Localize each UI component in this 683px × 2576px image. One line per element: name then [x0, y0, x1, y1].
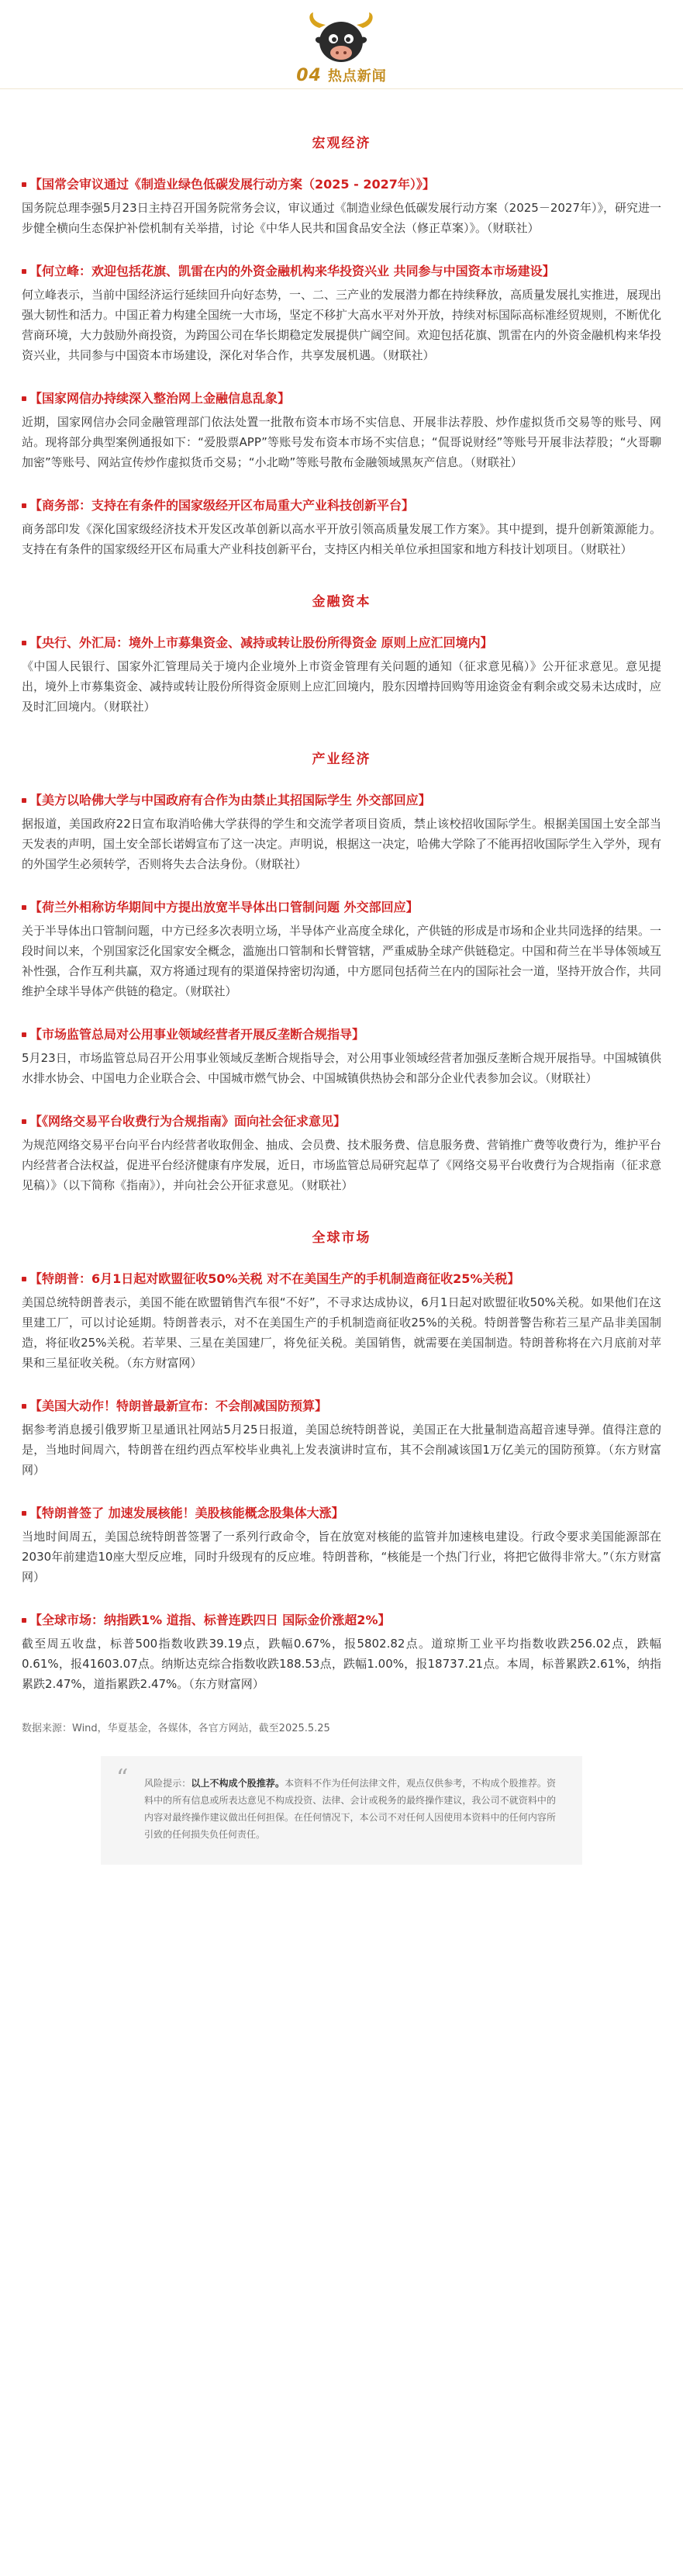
- news-title-text: 【全球市场：纳指跌1% 道指、标普连跌四日 国际金价涨超2%】: [29, 1613, 391, 1627]
- news-body: 近期，国家网信办会同金融管理部门依法处置一批散布资本市场不实信息、开展非法荐股、炒作虚拟货币交易等的账号、网站。现将部分典型案例通报如下：“爱股票APP”等账号发布资本市场不实信息；“侃哥说财经”等账号开展非法荐股；“火哥聊加密”等账号、网站宣传炒作虚拟货币交易；“小北呦”等账号散布金融领域黑灰产信息。（财联社）: [22, 415, 661, 469]
- bullet-icon: [22, 396, 26, 401]
- news-title: [22, 1610, 661, 1630]
- news-body: 何立峰表示，当前中国经济运行延续回升向好态势，一、二、三产业的发展潜力都在持续释放，高质量发展扎实推进，展现出强大韧性和活力。中国正着力构建全国统一大市场，坚定不移扩大高水平对外开放，持续对标国际高标准经贸规则，不断优化营商环境，大力鼓励外商投资，为跨国公司在华长期稳定发展提供广阔空间。欢迎包括花旗、凯雷在内的外资金融机构来华投资兴业，共同参与中国资本市场建设，深化对华合作，共享发展机遇。（财联社）: [22, 288, 662, 362]
- news-title: [22, 175, 661, 195]
- section-title-industry: 产业经济: [312, 752, 371, 767]
- news-title: [22, 1396, 661, 1416]
- news-title-text: 【市场监管总局对公用事业领域经营者开展反垄断合规指导】: [29, 1027, 365, 1042]
- bullet-icon: [22, 1404, 26, 1409]
- news-title: [22, 790, 661, 811]
- news-title-text: 【国常会审议通过《制造业绿色低碳发展行动方案（2025 - 2027年）》】: [29, 177, 435, 192]
- data-source-note: 数据来源：Wind，华夏基金，各媒体，各官方网站，截至2025.5.25: [22, 1723, 330, 1734]
- news-title-text: 【《网络交易平台收费行为合规指南》面向社会征求意见】: [29, 1114, 347, 1129]
- bull-mascot-icon: [302, 11, 380, 67]
- risk-bold-text: 以上不构成个股推荐。: [191, 1778, 285, 1789]
- news-title-text: 【央行、外汇局：境外上市募集资金、减持或转让股份所得资金 原则上应汇回境内】: [29, 635, 493, 650]
- risk-disclaimer-box: [101, 1756, 582, 1865]
- header-divider: [0, 88, 683, 89]
- news-item: [22, 1025, 661, 1088]
- bullet-icon: [22, 1032, 26, 1037]
- news-body: 关于半导体出口管制问题，中方已经多次表明立场，半导体产业高度全球化，产供链的形成是市场和企业共同选择的结果。一段时间以来，个别国家泛化国家安全概念，滥施出口管制和长臂管辖，严重威胁全球产供链稳定。中国和荷兰在半导体领域互补性强，合作互利共赢，双方将通过现有的渠道保持密切沟通，中方愿同包括荷兰在内的国际社会一道，坚持开放合作，共同维护全球半导体产供链的稳定。（财联社）: [22, 924, 662, 998]
- section-title-macro: 宏观经济: [312, 136, 371, 151]
- news-title: [22, 261, 661, 282]
- bullet-icon: [22, 182, 26, 187]
- news-body: 据报道，美国政府22日宣布取消哈佛大学获得的学生和交流学者项目资质，禁止该校招收国际学生。根据美国国土安全部当天发表的声明，国土安全部长诺姆宣布了这一决定。声明说，根据这一决定，哈佛大学除了不能再招收国际学生入学外，现有的外国学生必须转学，否则将失去合法身份。（财联社）: [22, 817, 662, 871]
- news-item: [22, 633, 661, 717]
- news-body: 当地时间周五，美国总统特朗普签署了一系列行政命令，旨在放宽对核能的监管并加速核电建设。行政令要求美国能源部在2030年前建造10座大型反应堆，同时升级现有的反应堆。特朗普称，“核能是一个热门行业，将把它做得非常大。”（东方财富网）: [22, 1530, 661, 1584]
- bullet-icon: [22, 641, 26, 645]
- section-title-finance: 金融资本: [312, 594, 371, 610]
- news-item: [22, 1503, 661, 1587]
- news-item: [22, 1396, 661, 1480]
- quote-icon: “: [116, 1765, 129, 1792]
- risk-label: 风险提示：: [144, 1778, 191, 1789]
- bullet-icon: [22, 269, 26, 274]
- bullet-icon: [22, 503, 26, 508]
- header-title: [0, 65, 683, 85]
- news-item: [22, 1112, 661, 1195]
- news-body: 截至周五收盘，标普500指数收跌39.19点，跌幅0.67%，报5802.82点。道琼斯工业平均指数收跌256.02点，跌幅0.61%，报41603.07点。纳斯达克综合指数收跌188.53点，跌幅1.00%，报18737.21点。本周，标普累跌2.61%，纳指累跌2.47%，道指累跌2.47%。（东方财富网）: [22, 1637, 661, 1691]
- news-title-text: 【美国大动作！特朗普最新宣布：不会削减国防预算】: [29, 1399, 328, 1413]
- news-body: 5月23日，市场监管总局召开公用事业领域反垄断合规指导会，对公用事业领域经营者加强反垄断合规开展指导。中国城镇供水排水协会、中国电力企业联合会、中国城市燃气协会、中国城镇供热协会和部分企业代表参加会议。（财联社）: [22, 1051, 661, 1085]
- bullet-icon: [22, 1277, 26, 1281]
- news-item: [22, 389, 661, 472]
- news-title-text: 【何立峰：欢迎包括花旗、凯雷在内的外资金融机构来华投资兴业 共同参与中国资本市场建设】: [29, 264, 555, 278]
- news-title: [22, 1112, 661, 1132]
- bullet-icon: [22, 1618, 26, 1623]
- news-item: [22, 261, 661, 365]
- bullet-icon: [22, 905, 26, 910]
- news-title: [22, 633, 661, 653]
- news-body: 美国总统特朗普表示，美国不能在欧盟销售汽车很“不好”，不寻求达成协议，6月1日起对欧盟征收50%关税。如果他们在这里建工厂，可以讨论延期。特朗普表示，对不在美国生产的手机制造商征收25%的关税。特朗普警告称若三星产品非美国制造，将征收25%关税。若苹果、三星在美国建厂，将免征关税。美国销售，就需要在美国制造。特朗普称将在六月底前对苹果和三星征收关税。（东方财富网）: [22, 1295, 661, 1370]
- news-item: [22, 1610, 661, 1694]
- news-item: [22, 897, 661, 1001]
- news-title-text: 【荷兰外相称访华期间中方提出放宽半导体出口管制问题 外交部回应】: [29, 900, 419, 915]
- news-title-text: 【美方以哈佛大学与中国政府有合作为由禁止其招国际学生 外交部回应】: [29, 793, 431, 807]
- news-item: [22, 175, 661, 238]
- news-title: [22, 1025, 661, 1045]
- news-title: [22, 1269, 661, 1289]
- news-title-text: 【特朗普：6月1日起对欧盟征收50%关税 对不在美国生产的手机制造商征收25%关税】: [29, 1271, 520, 1286]
- news-body: 为规范网络交易平台向平台内经营者收取佣金、抽成、会员费、技术服务费、信息服务费、营销推广费等收费行为，维护平台内经营者合法权益，促进平台经济健康有序发展，近日，市场监管总局研究起草了《网络交易平台收费行为合规指南（征求意见稿）》（以下简称《指南》），并向社会公开征求意见。（财联社）: [22, 1138, 662, 1192]
- bullet-icon: [22, 798, 26, 803]
- section-title-global: 全球市场: [312, 1230, 371, 1246]
- news-title: [22, 897, 661, 918]
- risk-disclaimer-text: [144, 1775, 556, 1843]
- news-item: [22, 790, 661, 874]
- news-title-text: 【商务部：支持在有条件的国家级经开区布局重大产业科技创新平台】: [29, 498, 415, 513]
- news-body: 国务院总理李强5月23日主持召开国务院常务会议，审议通过《制造业绿色低碳发展行动方案（2025－2027年）》，研究进一步健全横向生态保护补偿机制有关举措，讨论《中华人民共和国食品安全法（修正草案）》。（财联社）: [22, 201, 661, 235]
- news-title-text: 【特朗普签了 加速发展核能！美股核能概念股集体大涨】: [29, 1506, 344, 1520]
- news-body: 商务部印发《深化国家级经济技术开发区改革创新以高水平开放引领高质量发展工作方案》。其中提到，提升创新策源能力。支持在有条件的国家级经开区布局重大产业科技创新平台，支持区内相关单位承担国家和地方科技计划项目。（财联社）: [22, 522, 661, 556]
- news-title: [22, 389, 661, 409]
- header-label: 热点新闻: [327, 68, 387, 85]
- header-number: 04: [296, 66, 322, 85]
- news-title: [22, 496, 661, 516]
- risk-body-text: 本资料不作为任何法律文件，观点仅供参考，不构成个股推荐。资料中的所有信息或所表达意见不构成投资、法律、会计或税务的最终操作建议，我公司不就资料中的内容对最终操作建议做出任何担保。在任何情况下，本公司不对任何人因使用本资料中的任何内容所引致的任何损失负任何责任。: [144, 1778, 556, 1840]
- bullet-icon: [22, 1511, 26, 1516]
- news-title-text: 【国家网信办持续深入整治网上金融信息乱象】: [29, 391, 291, 406]
- news-item: [22, 1269, 661, 1373]
- news-item: [22, 496, 661, 559]
- bullet-icon: [22, 1119, 26, 1124]
- news-title: [22, 1503, 661, 1523]
- news-body: 据参考消息援引俄罗斯卫星通讯社网站5月25日报道，美国总统特朗普说，美国正在大批量制造高超音速导弹。值得注意的是，当地时间周六，特朗普在纽约西点军校毕业典礼上发表演讲时宣布，其不会削减该国1万亿美元的国防预算。（东方财富网）: [22, 1423, 661, 1477]
- section-header: [0, 0, 683, 93]
- news-body: 《中国人民银行、国家外汇管理局关于境内企业境外上市资金管理有关问题的通知（征求意见稿）》公开征求意见。意见提出，境外上市募集资金、减持或转让股份所得资金原则上应汇回境内，股东因增持回购等用途资金有剩余或交易未达成时，应及时汇回境内。（财联社）: [22, 659, 662, 714]
